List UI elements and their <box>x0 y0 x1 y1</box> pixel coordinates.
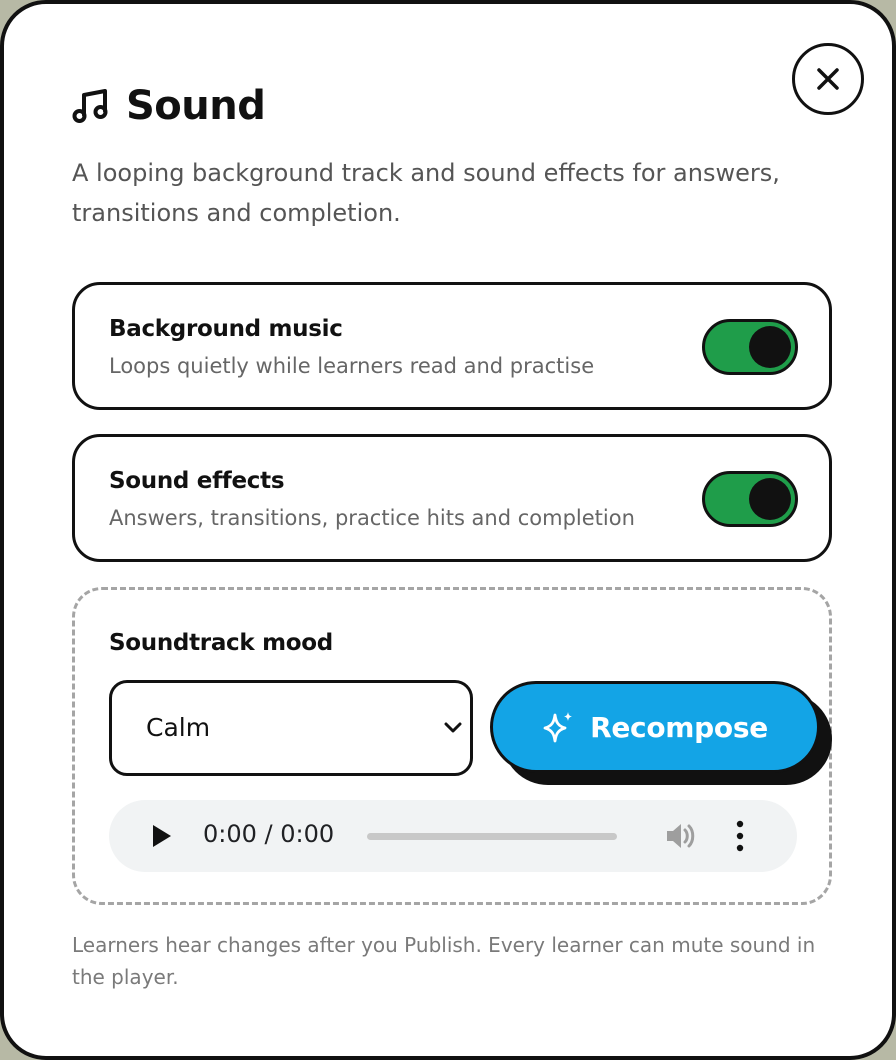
close-icon <box>815 66 841 92</box>
sparkles-icon <box>542 710 576 744</box>
audio-player <box>109 800 797 872</box>
recompose-button[interactable] <box>490 681 820 773</box>
background-music-subtitle: Loops quietly while learners read and practise <box>109 354 595 378</box>
play-icon[interactable] <box>151 824 173 848</box>
dialog-description: A looping background track and sound effects for answers, transitions and completion. <box>72 159 780 227</box>
sound-effects-card <box>72 434 832 562</box>
recompose-label: Recompose <box>590 710 768 744</box>
soundtrack-mood-section <box>72 587 832 905</box>
mood-select[interactable] <box>109 680 473 776</box>
audio-time: 0:00 / 0:00 <box>203 820 335 848</box>
dialog-title: Sound <box>126 83 266 129</box>
sound-effects-title: Sound effects <box>109 468 285 494</box>
close-button[interactable] <box>792 43 864 115</box>
toggle-knob <box>749 326 791 368</box>
toggle-knob <box>749 478 791 520</box>
volume-icon[interactable] <box>664 820 698 852</box>
sound-effects-subtitle: Answers, transitions, practice hits and completion <box>109 506 635 530</box>
mood-select-value: Calm <box>146 713 211 742</box>
more-options-icon[interactable] <box>735 820 745 852</box>
chevron-down-icon <box>444 721 462 735</box>
music-note-icon <box>72 87 110 125</box>
audio-progress-bar[interactable] <box>367 833 617 840</box>
soundtrack-mood-label: Soundtrack mood <box>109 630 333 656</box>
background-music-toggle[interactable] <box>702 319 798 375</box>
footnote: Learners hear changes after you Publish. Every learner can mute sound in the player. <box>72 933 816 989</box>
background-music-title: Background music <box>109 316 343 342</box>
sound-effects-toggle[interactable] <box>702 471 798 527</box>
dialog-header <box>72 80 265 132</box>
background-music-card <box>72 282 832 410</box>
